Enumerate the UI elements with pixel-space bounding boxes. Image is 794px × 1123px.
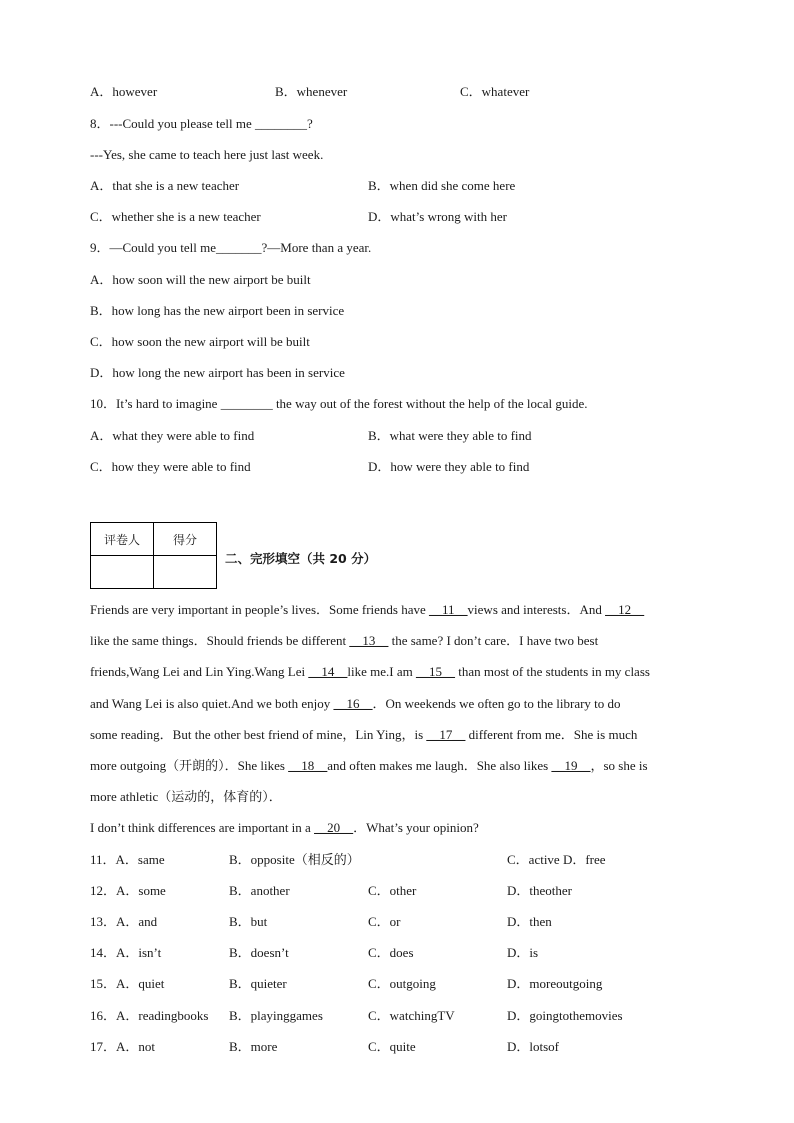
passage-line-4 [90, 695, 705, 713]
q7-option-c: C．whatever [460, 84, 530, 99]
option-row-12-a: 12．A．some [90, 883, 166, 898]
option-row-11-b: B．opposite（相反的） [229, 852, 360, 867]
option-row-15-c: C．outgoing [368, 976, 436, 991]
q9-option-a: A．how soon will the new airport be built [90, 272, 311, 287]
q7-option-a: A．however [90, 84, 158, 99]
passage-text: the same? I don’t care．I have two best [388, 633, 599, 648]
q10-option-b: B．what were they able to find [368, 428, 532, 443]
passage-line-5 [90, 726, 705, 744]
passage-text: views and interests．And [467, 602, 606, 617]
option-row-12-c: C．other [368, 883, 417, 898]
option-row-14-b: B．doesn’t [229, 945, 289, 960]
q8-option-a: A．that she is a new teacher [90, 178, 240, 193]
q8-stem: 8．---Could you please tell me ________? [90, 116, 313, 131]
option-row-12-d: D．theother [507, 883, 572, 898]
blank-18: __18__ [288, 758, 328, 773]
option-row-15-d: D．moreoutgoing [507, 976, 603, 991]
option-row-14-c: C．does [368, 945, 414, 960]
passage-text: ．What’s your opinion? [353, 820, 479, 835]
option-row-17-c: C．quite [368, 1039, 416, 1054]
passage-text: ．On weekends we often go to the library to do [372, 696, 621, 711]
option-row-17-d: D．lotsof [507, 1039, 560, 1054]
passage-text: and Wang Lei is also quiet.And we both enjoy [90, 696, 334, 711]
option-row-12-b: B．another [229, 883, 290, 898]
blank-12: __12__ [605, 602, 645, 617]
option-row-16-c: C．watchingTV [368, 1008, 455, 1023]
option-row-13-c: C．or [368, 914, 401, 929]
blank-13: __13__ [349, 633, 389, 648]
blank-16: __16__ [333, 696, 373, 711]
option-row-17-b: B．more [229, 1039, 278, 1054]
option-row-11-c: C．active D．free [507, 852, 606, 867]
blank-15: __15__ [415, 664, 455, 679]
passage-text: more athletic（运动的，体育的）． [90, 789, 282, 804]
option-row-14-a: 14．A．isn’t [90, 945, 162, 960]
passage-text: like the same things．Should friends be different [90, 633, 350, 648]
q9-option-b: B．how long has the new airport been in service [90, 303, 345, 318]
passage-text: Friends are very important in people’s lives．Some friends have [90, 602, 430, 617]
passage-text: ，so she is [590, 758, 648, 773]
option-row-16-b: B．playinggames [229, 1008, 323, 1023]
blank-11: __11__ [429, 602, 468, 617]
q8-option-d: D．what’s wrong with her [368, 209, 508, 224]
option-row-14-d: D．is [507, 945, 539, 960]
passage-line-1 [90, 601, 705, 619]
score-cell[interactable] [154, 556, 217, 589]
passage-line-3 [90, 663, 705, 681]
blank-14: __14__ [308, 664, 348, 679]
passage-text: different from me．She is much [465, 727, 638, 742]
q8-reply: ---Yes, she came to teach here just last week. [90, 147, 324, 162]
option-row-11-a: 11．A．same [90, 852, 165, 867]
q10-option-d: D．how were they able to find [368, 459, 530, 474]
q10-option-a: A．what they were able to find [90, 428, 255, 443]
option-row-13-d: D．then [507, 914, 552, 929]
passage-text: more outgoing（开朗的）．She likes [90, 758, 289, 773]
passage-text: like me.I am [347, 664, 416, 679]
q10-stem: 10．It’s hard to imagine ________ the way out of the forest without the help of the local guide. [90, 396, 588, 411]
q7-option-b: B．whenever [275, 84, 348, 99]
passage-line-7 [90, 788, 705, 806]
option-row-13-b: B．but [229, 914, 268, 929]
passage-text: some reading．But the other best friend of mine，Lin Ying，is [90, 727, 427, 742]
passage-line-2 [90, 632, 705, 650]
q10-option-c: C．how they were able to find [90, 459, 251, 474]
blank-17: __17__ [426, 727, 466, 742]
passage-text: friends,Wang Lei and Lin Ying.Wang Lei [90, 664, 309, 679]
option-row-17-a: 17．A．not [90, 1039, 156, 1054]
reviewer-cell[interactable] [91, 556, 154, 589]
option-row-13-a: 13．A．and [90, 914, 158, 929]
blank-19: __19__ [551, 758, 591, 773]
passage-text: than most of the students in my class [454, 664, 650, 679]
option-row-15-a: 15．A．quiet [90, 976, 165, 991]
option-row-15-b: B．quieter [229, 976, 287, 991]
score-table [90, 522, 217, 589]
score-header: 得分 [154, 523, 217, 556]
section-title: 二、完形填空（共 20 分） [225, 551, 377, 566]
q9-option-d: D．how long the new airport has been in service [90, 365, 345, 380]
passage-line-8 [90, 819, 705, 837]
passage-text: and often makes me laugh．She also likes [327, 758, 552, 773]
q8-option-c: C．whether she is a new teacher [90, 209, 261, 224]
blank-20: __20__ [314, 820, 354, 835]
passage-line-6 [90, 757, 705, 775]
option-row-16-a: 16．A．readingbooks [90, 1008, 209, 1023]
q8-option-b: B．when did she come here [368, 178, 516, 193]
passage-text: I don’t think differences are important in a [90, 820, 315, 835]
q9-stem: 9．—Could you tell me_______?—More than a year. [90, 240, 372, 255]
q9-option-c: C．how soon the new airport will be built [90, 334, 310, 349]
option-row-16-d: D．goingtothemovies [507, 1008, 623, 1023]
reviewer-header: 评卷人 [91, 523, 154, 556]
